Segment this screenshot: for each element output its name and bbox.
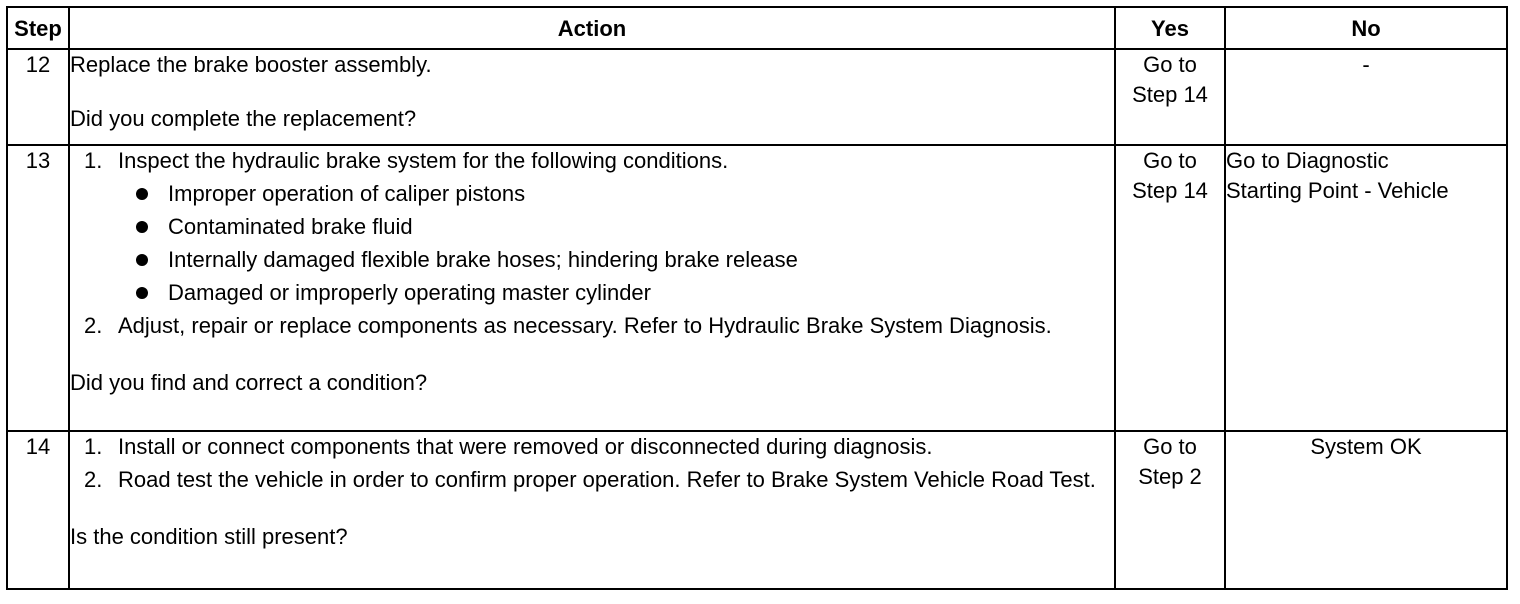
step-number: 12 [7,49,69,145]
step-index: 1. [84,148,103,173]
no-cell: - [1225,49,1507,145]
step-index: 2. [84,313,103,338]
table-row-step-12 [7,49,1507,145]
action-question: Did you find and correct a condition? [70,370,428,395]
no-result-line1: Go to Diagnostic [1226,148,1389,173]
header-step: Step [7,7,69,49]
action-cell [69,431,1115,589]
step-number: 14 [7,431,69,589]
condition-item [118,179,1114,209]
header-row [7,7,1507,49]
yes-result-line2: Step 14 [1132,82,1208,107]
action-steps-list [70,146,1114,341]
condition-text: Contaminated brake fluid [168,214,413,239]
yes-cell [1115,431,1225,589]
yes-result-line1: Go to [1143,52,1197,77]
condition-text: Improper operation of caliper pistons [168,181,526,206]
yes-cell [1115,49,1225,145]
yes-result-line1: Go to [1143,148,1197,173]
step-text: Inspect the hydraulic brake system for the following conditions. [118,148,729,173]
header-action: Action [69,7,1115,49]
header-yes: Yes [1115,7,1225,49]
table-row-step-13 [7,145,1507,431]
no-cell: System OK [1225,431,1507,589]
condition-item [118,278,1114,308]
no-cell [1225,145,1507,431]
action-step [70,311,1114,341]
bullet-icon [136,287,148,299]
action-step [70,146,1114,308]
action-question: Is the condition still present? [70,524,348,549]
diagnostic-table [6,6,1508,590]
step-index: 1. [84,434,103,459]
yes-result-line2: Step 2 [1138,464,1202,489]
bullet-icon [136,254,148,266]
condition-item [118,212,1114,242]
action-instruction: Replace the brake booster assembly. [70,52,432,77]
action-step [70,432,1114,462]
table-row-step-14 [7,431,1507,589]
step-number: 13 [7,145,69,431]
action-steps-list [70,432,1114,495]
yes-cell [1115,145,1225,431]
step-text: Install or connect components that were removed or disconnected during diagnosis. [118,434,933,459]
step-text: Adjust, repair or replace components as necessary. Refer to Hydraulic Brake System Diagnosis. [118,313,1052,338]
action-step [70,465,1114,495]
bullet-icon [136,221,148,233]
step-index: 2. [84,467,103,492]
header-no: No [1225,7,1507,49]
step-text: Road test the vehicle in order to confirm proper operation. Refer to Brake System Vehicle Road Test. [118,467,1096,492]
yes-result-line1: Go to [1143,434,1197,459]
yes-result-line2: Step 14 [1132,178,1208,203]
action-question: Did you complete the replacement? [70,106,417,131]
no-result-line2: Starting Point - Vehicle [1226,178,1449,203]
bullet-icon [136,188,148,200]
condition-text: Internally damaged flexible brake hoses; hindering brake release [168,247,798,272]
condition-item [118,245,1114,275]
condition-list [118,179,1114,308]
action-cell [69,145,1115,431]
action-cell [69,49,1115,145]
condition-text: Damaged or improperly operating master cylinder [168,280,651,305]
